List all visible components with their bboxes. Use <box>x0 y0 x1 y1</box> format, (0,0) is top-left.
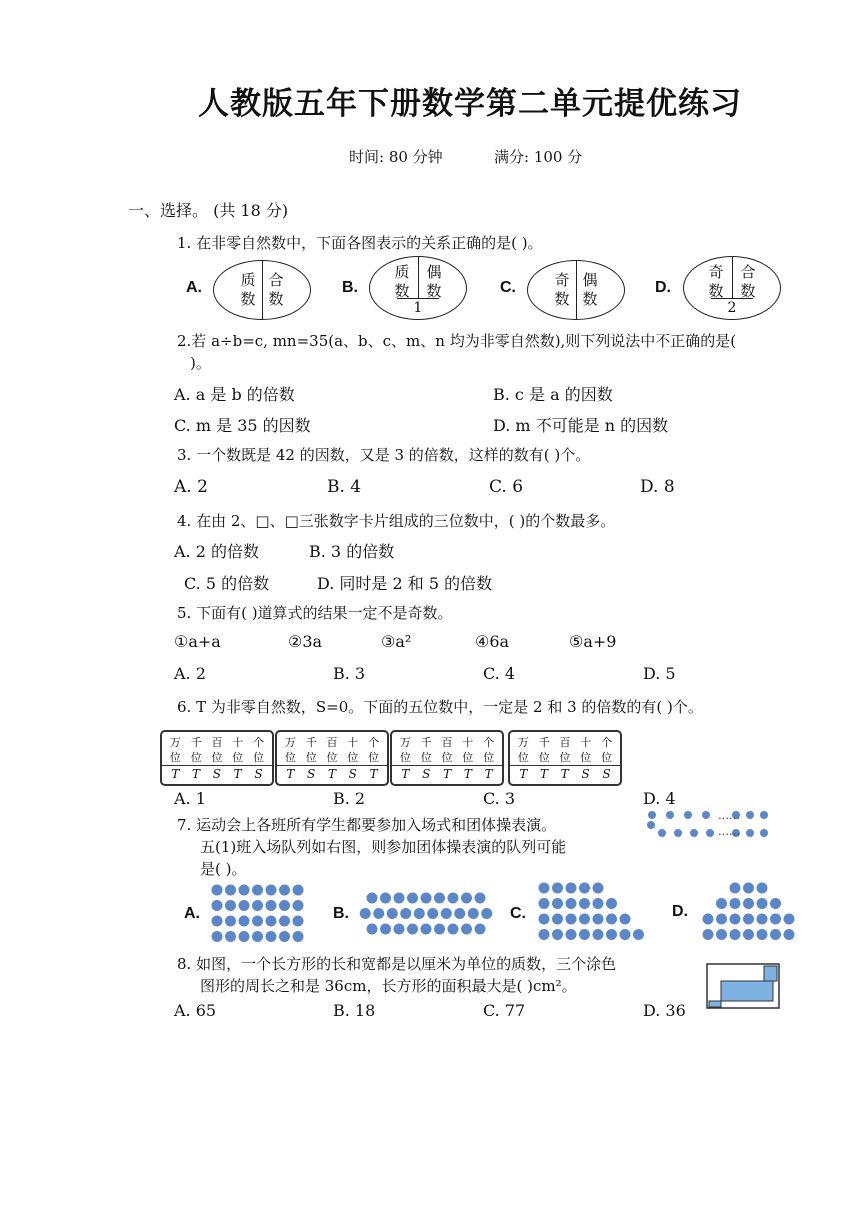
formation-dot <box>757 929 768 940</box>
formation-dot <box>266 931 277 942</box>
formation-dot <box>743 914 754 925</box>
formation-dot <box>279 885 290 896</box>
formation-dot <box>716 898 727 909</box>
formation-dot <box>784 929 795 940</box>
card-digit: T <box>443 767 452 781</box>
formation-dot <box>539 898 550 909</box>
q7-line1: 7. 运动会上各班所有学生都要参加入场式和团体操表演。 <box>177 816 557 834</box>
formation-dot <box>552 898 563 909</box>
q4-text: 4. 在由 2、□、□三张数字卡片组成的三位数中，( )的个数最多。 <box>177 512 616 530</box>
place-name: 万 <box>399 736 411 749</box>
q1-b-left: 质数 <box>394 263 410 300</box>
formation-dot <box>380 893 391 904</box>
formation-dot <box>461 924 472 935</box>
formation-dot <box>252 885 263 896</box>
formation-dot <box>400 908 411 919</box>
q1-d-center: 2 <box>727 300 737 316</box>
card-digit: S <box>422 767 431 781</box>
formation-dot <box>266 916 277 927</box>
card-digit: S <box>254 767 263 781</box>
place-suffix: 位 <box>399 751 411 764</box>
formation-dot <box>239 931 250 942</box>
q5-expr-2: ②3a <box>288 632 323 651</box>
formation-dot <box>252 916 263 927</box>
queue-dot <box>684 811 692 819</box>
full-score: 满分: 100 分 <box>494 148 583 166</box>
q2-option-d: D. m 不可能是 n 的因数 <box>493 416 669 435</box>
formation-dot <box>293 916 304 927</box>
formation-dot <box>606 914 617 925</box>
q4-option-c: C. 5 的倍数 <box>184 574 270 593</box>
queue-dot <box>746 811 754 819</box>
formation-dot <box>373 908 384 919</box>
formation-dot <box>252 931 263 942</box>
queue-dot <box>702 811 710 819</box>
place-name: 万 <box>284 736 296 749</box>
q5-option-a: A. 2 <box>174 664 206 683</box>
q1-label-c: C. <box>500 279 516 296</box>
place-name: 百 <box>441 736 453 749</box>
card-digit: T <box>286 767 295 781</box>
formation-dot <box>703 929 714 940</box>
section-heading: 一、选择。 (共 18 分) <box>128 201 289 220</box>
formation-dot <box>743 929 754 940</box>
formation-dot <box>770 914 781 925</box>
formation-c <box>539 883 645 941</box>
queue-dot <box>760 811 768 819</box>
q7-label-d: D. <box>672 903 688 920</box>
formation-dot <box>266 885 277 896</box>
card-digit: T <box>171 767 180 781</box>
queue-dot <box>746 829 754 837</box>
q3-option-b: B. 4 <box>327 477 362 497</box>
formation-dot <box>279 931 290 942</box>
formation-dot <box>225 900 236 911</box>
q6-option-d: D. 4 <box>643 789 676 808</box>
queue-dot <box>648 811 656 819</box>
formation-dot <box>434 893 445 904</box>
q2-option-a: A. a 是 b 的倍数 <box>174 385 295 404</box>
q5-expr-1: ①a+a <box>174 632 221 651</box>
place-name: 万 <box>169 736 181 749</box>
card-digit: T <box>401 767 410 781</box>
q1-diagram-c <box>527 260 625 320</box>
q8-option-b: B. 18 <box>333 1001 376 1020</box>
formation-dot <box>703 914 714 925</box>
formation-dot <box>293 885 304 896</box>
place-suffix: 位 <box>420 751 432 764</box>
q6-option-b: B. 2 <box>333 789 366 808</box>
place-suffix: 位 <box>601 751 613 764</box>
q5-expr-4: ④6a <box>475 632 510 651</box>
q7-label-a: A. <box>184 905 200 922</box>
formation-dot <box>279 900 290 911</box>
q3-option-c: C. 6 <box>489 477 524 497</box>
formation-dot <box>579 929 590 940</box>
formation-dot <box>606 929 617 940</box>
place-suffix: 位 <box>580 751 592 764</box>
q5-option-d: D. 5 <box>643 664 676 683</box>
formation-dot <box>407 893 418 904</box>
q7-formation-options <box>205 880 810 946</box>
formation-dot <box>784 914 795 925</box>
card-digit: S <box>307 767 316 781</box>
place-name: 百 <box>326 736 338 749</box>
place-suffix: 位 <box>347 751 359 764</box>
q3-option-d: D. 8 <box>640 477 675 497</box>
formation-dot <box>212 916 223 927</box>
formation-dot <box>441 908 452 919</box>
formation-dot <box>730 929 741 940</box>
q7-line3: 是( )。 <box>200 860 247 878</box>
formation-dot <box>743 883 754 894</box>
place-suffix: 位 <box>326 751 338 764</box>
card-digit: T <box>463 767 472 781</box>
formation-dot <box>620 914 631 925</box>
place-name: 十 <box>462 736 474 749</box>
card-digit: T <box>369 767 378 781</box>
q1-label-d: D. <box>655 279 671 296</box>
formation-dot <box>566 914 577 925</box>
q5-option-b: B. 3 <box>333 664 366 683</box>
q1-diagram-d <box>683 256 781 320</box>
q4-option-a: A. 2 的倍数 <box>174 542 259 561</box>
formation-dot <box>414 908 425 919</box>
q8-rectangle-figure <box>706 963 780 1009</box>
place-suffix: 位 <box>169 751 181 764</box>
card-digit: S <box>602 767 611 781</box>
q7-ellipsis-2: …… <box>718 825 740 838</box>
formation-dot <box>757 883 768 894</box>
place-suffix: 位 <box>284 751 296 764</box>
formation-dot <box>360 908 371 919</box>
formation-dot <box>757 914 768 925</box>
card-digit: T <box>519 767 528 781</box>
place-suffix: 位 <box>305 751 317 764</box>
q2-option-b: B. c 是 a 的因数 <box>493 385 613 404</box>
place-name: 十 <box>347 736 359 749</box>
place-suffix: 位 <box>253 751 265 764</box>
page-title: 人教版五年下册数学第二单元提优练习 <box>198 86 742 122</box>
q8-line2: 图形的周长之和是 36cm，长方形的面积最大是( )cm²。 <box>200 977 577 995</box>
formation-dot <box>421 893 432 904</box>
q6-option-a: A. 1 <box>174 789 206 808</box>
formation-dot <box>387 908 398 919</box>
formation-dot <box>266 900 277 911</box>
formation-dot <box>239 900 250 911</box>
formation-dot <box>552 929 563 940</box>
formation-a <box>212 885 304 943</box>
formation-dot <box>716 914 727 925</box>
place-suffix: 位 <box>517 751 529 764</box>
q3-option-a: A. 2 <box>174 477 208 497</box>
place-name: 千 <box>538 736 550 749</box>
place-name: 个 <box>253 736 265 749</box>
formation-dot <box>743 898 754 909</box>
q4-option-b: B. 3 的倍数 <box>309 542 395 561</box>
formation-dot <box>620 929 631 940</box>
formation-dot <box>468 908 479 919</box>
q4-option-d: D. 同时是 2 和 5 的倍数 <box>317 574 493 593</box>
q1-diagram-a <box>213 260 311 320</box>
formation-dot <box>552 883 563 894</box>
q3-text: 3. 一个数既是 42 的因数，又是 3 的倍数，这样的数有( )个。 <box>177 446 591 464</box>
q8-option-a: A. 65 <box>174 1001 217 1020</box>
q1-d-left: 奇数 <box>708 263 724 300</box>
formation-dot <box>225 931 236 942</box>
q2-line1: 2.若 a÷b=c, mn=35(a、b、c、m、n 均为非零自然数),则下列说法中不正确的是( <box>177 332 737 350</box>
queue-dot <box>706 829 714 837</box>
queue-dot <box>674 829 682 837</box>
q1-diagram-b <box>369 256 467 320</box>
place-name: 个 <box>601 736 613 749</box>
formation-dot <box>448 924 459 935</box>
q1-label-b: B. <box>342 279 358 296</box>
formation-dot <box>394 924 405 935</box>
formation-dot <box>579 883 590 894</box>
place-name: 万 <box>517 736 529 749</box>
formation-dot <box>448 893 459 904</box>
place-name: 千 <box>420 736 432 749</box>
card-digit: T <box>540 767 549 781</box>
place-name: 百 <box>211 736 223 749</box>
q1-c-left: 奇数 <box>554 271 570 308</box>
formation-dot <box>539 883 550 894</box>
formation-dot <box>367 924 378 935</box>
q1-a-right: 合数 <box>268 271 284 308</box>
formation-dot <box>475 924 486 935</box>
formation-dot <box>434 924 445 935</box>
place-suffix: 位 <box>368 751 380 764</box>
formation-dot <box>225 916 236 927</box>
q1-b-center: 1 <box>413 300 423 316</box>
formation-dot <box>716 929 727 940</box>
formation-dot <box>212 931 223 942</box>
place-suffix: 位 <box>232 751 244 764</box>
formation-dot <box>566 883 577 894</box>
q7-label-c: C. <box>510 905 526 922</box>
place-name: 个 <box>368 736 380 749</box>
queue-dot <box>760 829 768 837</box>
place-suffix: 位 <box>462 751 474 764</box>
place-suffix: 位 <box>441 751 453 764</box>
card-digit: S <box>581 767 590 781</box>
formation-dot <box>579 914 590 925</box>
formation-dot <box>730 898 741 909</box>
place-suffix: 位 <box>538 751 550 764</box>
place-suffix: 位 <box>211 751 223 764</box>
q7-label-b: B. <box>333 905 349 922</box>
q6-card-4 <box>508 730 622 786</box>
queue-dot <box>647 821 655 829</box>
card-digit: T <box>192 767 201 781</box>
q5-option-c: C. 4 <box>483 664 516 683</box>
q1-b-right: 偶数 <box>426 263 442 300</box>
formation-dot <box>225 885 236 896</box>
place-name: 十 <box>580 736 592 749</box>
formation-dot <box>212 900 223 911</box>
q7-entry-queue-figure <box>640 805 770 841</box>
formation-dot <box>481 908 492 919</box>
q8-option-d: D. 36 <box>643 1001 686 1020</box>
q1-label-a: A. <box>186 279 202 296</box>
formation-dot <box>212 885 223 896</box>
q7-line2: 五(1)班入场队列如右图，则参加团体操表演的队列可能 <box>200 838 567 856</box>
place-suffix: 位 <box>483 751 495 764</box>
formation-dot <box>279 916 290 927</box>
queue-dot <box>690 829 698 837</box>
card-digit: T <box>484 767 493 781</box>
formation-dot <box>367 893 378 904</box>
formation-dot <box>252 900 263 911</box>
q2-line2: )。 <box>190 354 211 372</box>
formation-dot <box>593 914 604 925</box>
q6-card-1 <box>160 730 274 786</box>
formation-dot <box>566 929 577 940</box>
formation-dot <box>407 924 418 935</box>
place-name: 千 <box>190 736 202 749</box>
q1-c-right: 偶数 <box>582 271 598 308</box>
formation-dot <box>475 893 486 904</box>
card-digit: T <box>560 767 569 781</box>
q5-expr-5: ⑤a+9 <box>569 632 617 651</box>
formation-dot <box>539 929 550 940</box>
formation-b <box>360 893 493 935</box>
formation-dot <box>552 914 563 925</box>
formation-dot <box>757 898 768 909</box>
q1-text: 1. 在非零自然数中，下面各图表示的关系正确的是( )。 <box>177 234 543 252</box>
q8-option-c: C. 77 <box>483 1001 526 1020</box>
q1-a-left: 质数 <box>240 271 256 308</box>
place-name: 千 <box>305 736 317 749</box>
formation-dot <box>427 908 438 919</box>
place-name: 十 <box>232 736 244 749</box>
q5-expr-3: ③a² <box>381 632 412 651</box>
formation-dot <box>293 931 304 942</box>
formation-dot <box>770 898 781 909</box>
formation-dot <box>566 898 577 909</box>
q6-option-c: C. 3 <box>483 789 516 808</box>
card-digit: T <box>233 767 242 781</box>
place-name: 百 <box>559 736 571 749</box>
q7-ellipsis-1: …… <box>718 809 740 822</box>
card-digit: S <box>348 767 357 781</box>
formation-dot <box>606 898 617 909</box>
q6-text: 6. T 为非零自然数，S=0。下面的五位数中，一定是 2 和 3 的倍数的有( )个。 <box>177 698 703 716</box>
formation-dot <box>293 900 304 911</box>
formation-dot <box>380 924 391 935</box>
formation-dot <box>461 893 472 904</box>
formation-dot <box>539 914 550 925</box>
formation-dot <box>394 893 405 904</box>
place-name: 个 <box>483 736 495 749</box>
formation-dot <box>421 924 432 935</box>
q5-text: 5. 下面有( )道算式的结果一定不是奇数。 <box>177 604 453 622</box>
formation-dot <box>454 908 465 919</box>
q1-d-right: 合数 <box>740 263 756 300</box>
q8-line1: 8. 如图，一个长方形的长和宽都是以厘米为单位的质数，三个涂色 <box>177 955 617 973</box>
formation-dot <box>239 916 250 927</box>
place-suffix: 位 <box>559 751 571 764</box>
formation-dot <box>593 929 604 940</box>
formation-dot <box>593 898 604 909</box>
q6-card-3 <box>390 730 504 786</box>
card-digit: T <box>327 767 336 781</box>
formation-dot <box>593 883 604 894</box>
formation-dot <box>730 883 741 894</box>
formation-dot <box>239 885 250 896</box>
queue-dot <box>666 811 674 819</box>
formation-d <box>703 883 795 941</box>
formation-dot <box>579 898 590 909</box>
formation-dot <box>633 929 644 940</box>
queue-dot <box>658 829 666 837</box>
formation-dot <box>770 929 781 940</box>
q2-option-c: C. m 是 35 的因数 <box>174 416 311 435</box>
card-digit: S <box>212 767 221 781</box>
q6-card-2 <box>275 730 389 786</box>
formation-dot <box>730 914 741 925</box>
place-suffix: 位 <box>190 751 202 764</box>
exam-time: 时间: 80 分钟 <box>349 148 443 166</box>
